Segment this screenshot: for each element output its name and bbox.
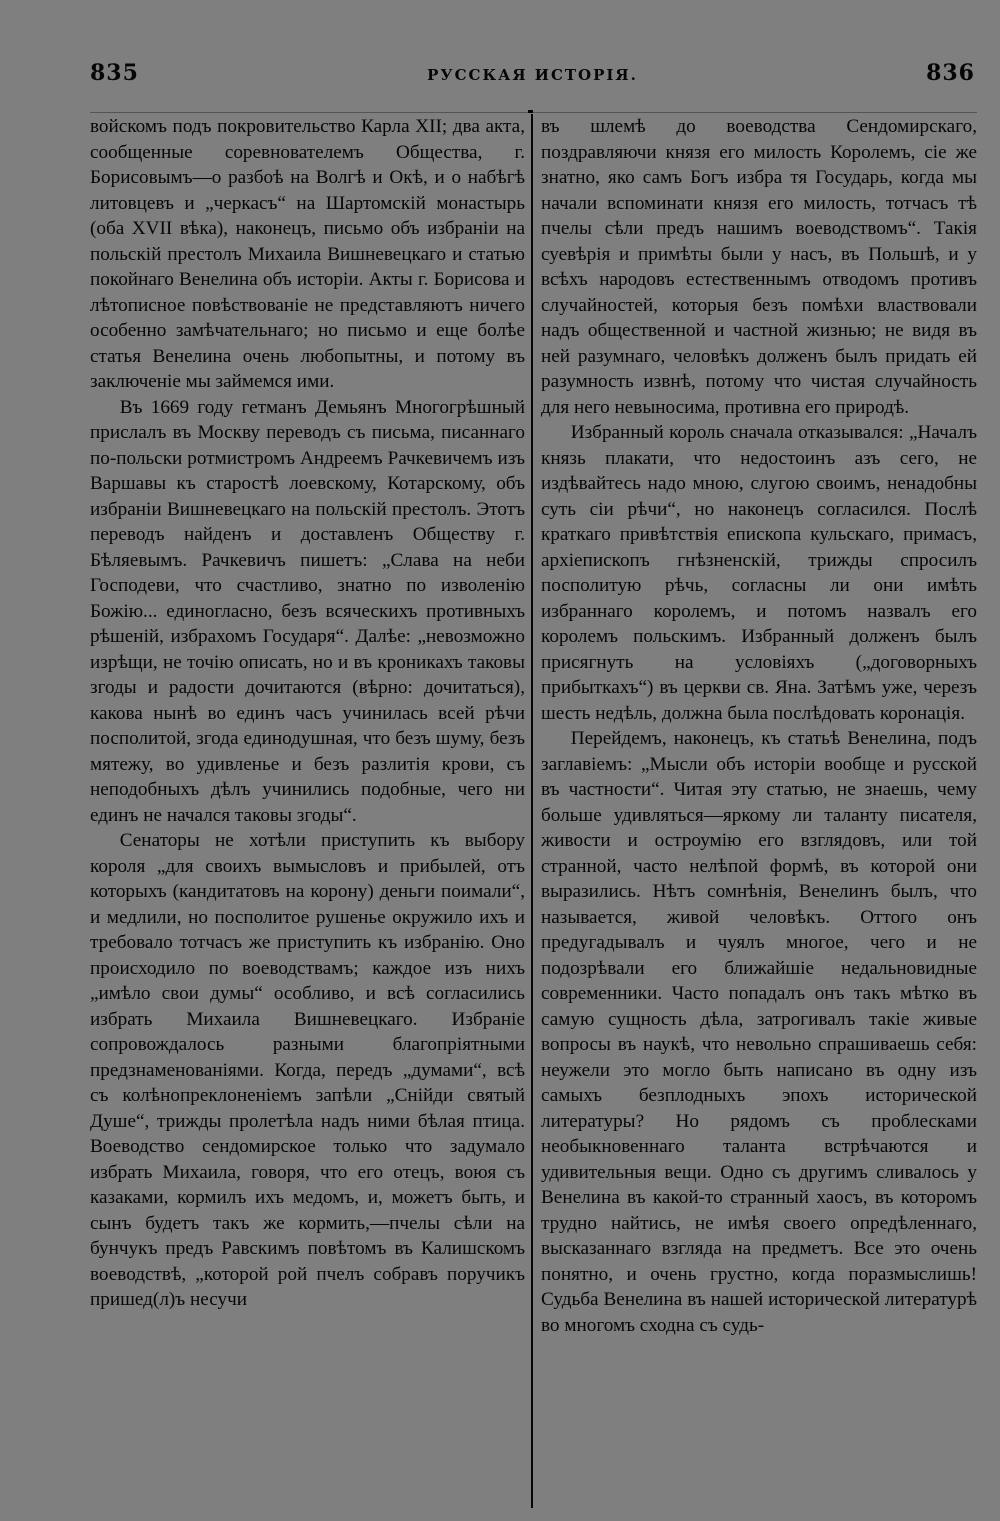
left-column: [90, 114, 525, 1514]
running-title: РУССКАЯ ИСТОРІЯ.: [427, 66, 638, 84]
paragraph: Въ 1669 году гетманъ Демьянъ Многогрѣшный прислалъ въ Москву переводъ съ письма, писаннаго по-польски ротмистромъ Андреемъ Рачкевичемъ изъ Варшавы къ старостѣ лоевскому, Котарскому, объ избраніи Вишневецкаго на польскій престолъ. Этотъ переводъ найденъ и доставленъ Обществу г. Бѣляевымъ. Рачкевичъ пишетъ: „Слава на неби Господеви, что счастливо, знатно по изволенію Божію... единогласно, безъ всяческихъ противныхъ рѣшеній, избрахомъ Государя“. Далѣе: „невозможно изрѣщи, не точію описать, но и въ кроникахъ таковы згоды и радости дочитаются (вѣрно: дочитаться), какова нынѣ во единъ часъ учинилась всей рѣчи посполитой, згода единодушная, что безъ шуму, безъ мятежу, во удивленье и безъ разлитія крови, съ неподобныхъ дѣлъ учинились подобные, чего ни единъ не начался таковы згоды“.: [90, 396, 525, 826]
paragraph: войскомъ подъ покровительство Карла XII; два акта, сообщенные соревнователемъ Общества, г. Борисовымъ—о разбоѣ на Волгѣ и Окѣ, и о набѣгѣ литовцевъ и „черкасъ“ на Шартомскій монастырь (оба XVII вѣка), наконецъ, письмо объ избраніи на польскій престолъ Михаила Вишневецкаго и статью покойнаго Венелина объ исторіи. Акты г. Борисова и лѣтописное повѣствованіе не представляютъ ничего особенно замѣчательнаго; но письмо и еще болѣе статья Венелина очень любопытны, и потому въ заключеніе мы займемся ими.: [90, 116, 525, 392]
paragraph: Избранный король сначала отказывался: „Началъ князь плакати, что недостоинъ азъ сего, не издѣвайтесь надо мною, слугою своимъ, ненадобны суть сіи рѣчи“, но наконецъ согласился. Послѣ краткаго привѣтствія епископа кульскаго, примасъ, архіепископъ гнѣзненскій, трижды спросилъ посполитую рѣчь, согласны ли они имѣть избраннаго королемъ, и потомъ назвалъ его королемъ польскимъ. Избранный долженъ былъ присягнуть на условіяхъ („договорныхъ прибыткахъ“) въ церкви св. Яна. Затѣмъ уже, черезъ шесть недѣль, должна была послѣдовать коронація.: [541, 422, 977, 724]
paragraph: Перейдемъ, наконецъ, къ статьѣ Венелина, подъ заглавіемъ: „Мысли объ исторіи вообще и русской въ частности“. Читая эту статью, не знаешь, чему больше удивляться—яркому ли таланту писателя, живости и остроумію его взглядовъ, или той странной, часто нелѣпой формѣ, въ которой они выразились. Нѣтъ сомнѣнія, Венелинъ былъ, что называется, живой человѣкъ. Оттого онъ предугадывалъ и чуялъ многое, чего и не подозрѣвали его ближайшіе недальновидные современники. Часто попадалъ онъ такъ мѣтко въ самую сущность дѣла, затрогивалъ такіе живые вопросы въ наукѣ, что невольно спрашиваешь себя: неужели это могло быть написано въ одну изъ самыхъ безплодныхъ эпохъ исторической литературы? Но рядомъ съ проблесками необыкновеннаго таланта встрѣчаются и удивительныя вещи. Одно съ другимъ сливалось у Венелина въ какой-то странный хаосъ, въ которомъ трудно найтись, не имѣя своего опредѣленнаго, высказаннаго взгляда на предметъ. Все это очень понятно, и очень грустно, когда поразмыслишь! Судьба Венелина въ нашей исторической литературѣ во многомъ сходна съ судь-: [541, 728, 977, 1336]
right-page-number: 836: [926, 60, 975, 86]
paragraph: Сенаторы не хотѣли приступить къ выбору короля „для своихъ вымысловъ и прибылей, отъ которыхъ (кандитатовъ на корону) деньги поимали“, и медлили, но посполитое рушенье окружило ихъ и требовало тотчасъ же приступить къ избранію. Оно происходило по воеводствамъ; каждое изъ нихъ „имѣло свои думы“ особливо, и всѣ согласились избрать Михаила Вишневецкаго. Избраніе сопровождалось разными благопріятными предзнаменованіями. Когда, передъ „думами“, всѣ съ колѣнопреклоненіемъ запѣли „Снійди святый Душе“, трижды пролетѣла надъ ними бѣлая птица. Воеводство сендомирское только что задумало избрать Михаила, говоря, что его отецъ, воюя съ казаками, кормилъ ихъ медомъ, и, можетъ быть, и сынъ будетъ такъ же кормить,—пчелы сѣли на бунчукъ предъ Равскимъ повѣтомъ въ Калишскомъ воеводствѣ, „которой рой пчелъ собравъ поручикъ пришед(л)ъ несучи: [90, 830, 525, 1310]
page-header: [90, 60, 975, 96]
paragraph: въ шлемѣ до воеводства Сендомирскаго, поздравляючи князя его милость Королемъ, сіе же знатно, яко самъ Богъ избра тя Государь, когда мы начали вспоминати князя его милость, тотчасъ тѣ пчелы сѣли предъ нашимъ воеводствомъ“. Такія суевѣрія и примѣты были у насъ, въ Польшѣ, и у всѣхъ народовъ естественнымъ отводомъ противъ случайностей, которыя безъ помѣхи властвовали надъ общественной и частной жизнью; не видя въ ней разумнаго, человѣкъ долженъ былъ придать ей разумность извнѣ, потому что чистая случайность для него невыносима, противна его природѣ.: [541, 116, 977, 418]
right-column: [541, 114, 977, 1514]
left-page-number: 835: [90, 60, 139, 86]
column-divider: [531, 114, 533, 1508]
header-rule: [90, 112, 977, 113]
